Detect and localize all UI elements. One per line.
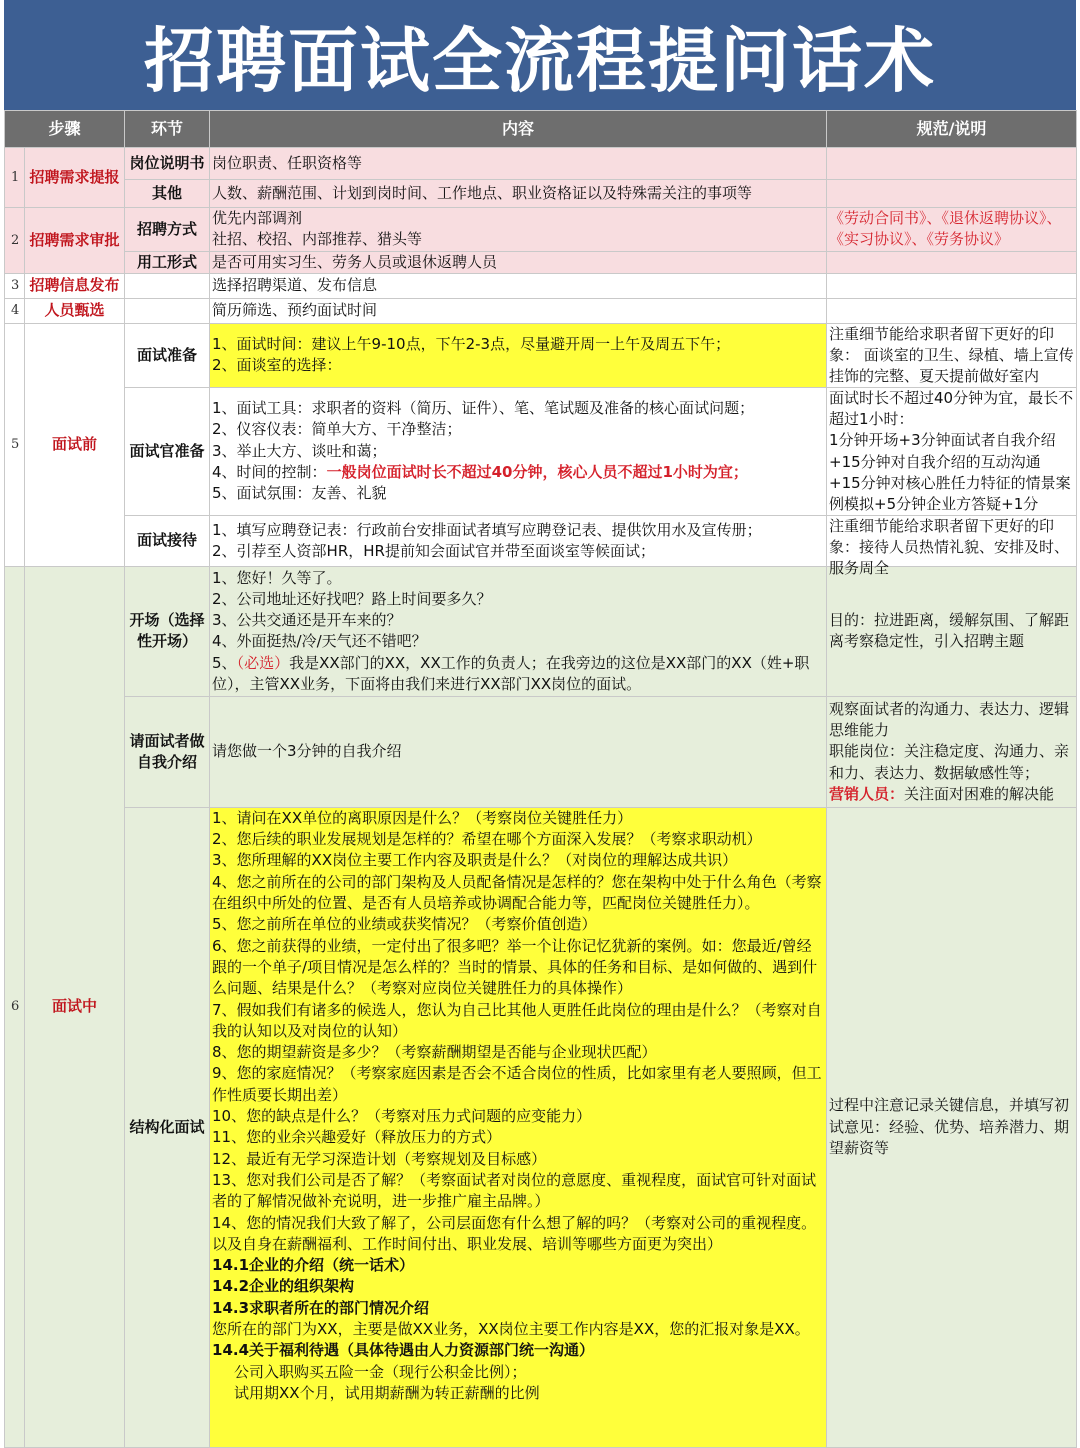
- content-line: 2、引荐至人资部HR，HR提前知会面试官并带至面谈室等候面试；: [212, 541, 655, 560]
- content-cell: [210, 387, 827, 515]
- content-cell: [210, 515, 827, 566]
- note-cell: [827, 180, 1077, 208]
- step-label: 招聘需求审批: [25, 208, 125, 274]
- list-item: 12、最近有无学习深造计划（考察规划及目标感）: [212, 1149, 547, 1168]
- content-line: 3、举止大方、谈吐和蔼；: [212, 441, 387, 460]
- link-label: 请面试者做自我介绍: [125, 696, 210, 807]
- required-tag: （必选）: [236, 653, 290, 672]
- link-label: 用工形式: [125, 251, 210, 273]
- row-number: 4: [5, 298, 25, 323]
- content-cell: [210, 323, 827, 387]
- section-heading: 14.1企业的介绍（统一话术）: [212, 1256, 415, 1275]
- link-label: 岗位说明书: [125, 148, 210, 180]
- link-label: [125, 273, 210, 298]
- list-item: 试用期XX个月，试用期薪酬为转正薪酬的比例: [234, 1383, 540, 1402]
- list-item: 2、您后续的职业发展规划是怎样的？希望在哪个方面深入发展？（考察求职动机）: [212, 830, 762, 849]
- content-cell: [210, 807, 827, 1447]
- table-row: [5, 696, 1077, 807]
- header-row: [5, 111, 1077, 148]
- list-item: 14、您的情况我们大致了解了，公司层面您有什么想了解的吗？（考察对公司的重视程度。以及自身在薪酬福利、工作时间付出、职业发展、培训等哪些方面更为突出）: [212, 1213, 817, 1253]
- row-number: 6: [5, 566, 25, 1447]
- table-row: [5, 208, 1077, 252]
- content-line: [212, 653, 824, 696]
- content-cell: 简历筛选、预约面试时间: [210, 298, 827, 323]
- note-cell: [827, 696, 1077, 807]
- content-cell: 是否可用实习生、劳务人员或退休返聘人员: [210, 251, 827, 273]
- process-table: [4, 110, 1077, 1448]
- header-link: 环节: [125, 111, 210, 148]
- content-cell: 选择招聘渠道、发布信息: [210, 273, 827, 298]
- section-heading: 14.4关于福利待遇（具体待遇由人力资源部门统一沟通）: [212, 1341, 595, 1360]
- table-row: [5, 323, 1077, 387]
- list-item: 5、您之前所在单位的业绩或获奖情况？（考察价值创造）: [212, 915, 597, 934]
- row-number: 3: [5, 273, 25, 298]
- note-cell: 目的：拉进距离，缓解氛围、了解距离考察稳定性，引入招聘主题: [827, 566, 1077, 696]
- list-item: 10、您的缺点是什么？（考察对压力式问题的应变能力）: [212, 1107, 592, 1126]
- content-text: 4、时间的控制：: [212, 463, 327, 482]
- content-cell: 请您做一个3分钟的自我介绍: [210, 696, 827, 807]
- link-label: 其他: [125, 180, 210, 208]
- row-number: 1: [5, 148, 25, 208]
- content-line: 3、公共交通还是开车来的？: [212, 611, 402, 630]
- table-row: [5, 807, 1077, 1447]
- note-line: 观察面试者的沟通力、表达力、逻辑思维能力: [829, 699, 1070, 739]
- content-line: 1、您好！久等了。: [212, 568, 342, 587]
- content-line: 5、面试氛围：友善、礼貌: [212, 484, 387, 503]
- step-label: 面试前: [25, 323, 125, 566]
- list-item: 公司入职购买五险一金（现行公积金比例）；: [234, 1362, 527, 1381]
- step-label: 人员甄选: [25, 298, 125, 323]
- question-list: [212, 808, 824, 1440]
- header-step: 步骤: [5, 111, 125, 148]
- step-label: 面试中: [25, 566, 125, 1447]
- link-label: 结构化面试: [125, 807, 210, 1447]
- note-cell: 过程中注意记录关键信息，并填写初试意见：经验、优势、培养潜力、期望薪资等: [827, 807, 1077, 1447]
- highlight-text: 营销人员：: [829, 784, 905, 803]
- link-label: 面试接待: [125, 515, 210, 566]
- list-item: 11、您的业余兴趣爱好（释放压力的方式）: [212, 1128, 502, 1147]
- content-text: 5、: [212, 653, 237, 672]
- content-line: 优先内部调剂: [212, 209, 303, 227]
- list-item: 13、您对我们公司是否了解？（考察面试者对岗位的意愿度、重视程度，面试官可针对面试者的了解情况做补充说明，进一步推广雇主品牌。）: [212, 1170, 817, 1211]
- content-line: [212, 462, 824, 483]
- note-line: 职能岗位：关注稳定度、沟通力、亲和力、表达力、数据敏感性等；: [829, 742, 1070, 782]
- content-cell: 人数、薪酬范围、计划到岗时间、工作地点、职业资格证以及特殊需关注的事项等: [210, 180, 827, 208]
- list-item: 8、您的期望薪资是多少？（考察薪酬期望是否能与企业现状匹配）: [212, 1043, 657, 1062]
- content-line: 1、填写应聘登记表：行政前台安排面试者填写应聘登记表、提供饮用水及宣传册；: [212, 520, 762, 539]
- link-label: 面试官准备: [125, 387, 210, 515]
- content-text: 我是XX部门的XX，XX工作的负责人；在我旁边的这位是XX部门的XX（姓+职位），主管XX业务，下面将由我们来进行XX部门XX岗位的面试。: [212, 653, 810, 693]
- list-item: 6、您之前获得的业绩，一定付出了很多吧？举一个让你记忆犹新的案例。如：您最近/曾经跟的一个单子/项目情况是怎么样的？当时的情景、具体的任务和目标、是如何做的、遇到什么问题、结果是什么？（考察对应岗位关键胜任力的具体操作）: [212, 936, 818, 998]
- note-cell: [827, 387, 1077, 515]
- row-number: 2: [5, 208, 25, 274]
- header-content: 内容: [210, 111, 827, 148]
- link-label: 面试准备: [125, 323, 210, 387]
- link-label: 招聘方式: [125, 208, 210, 252]
- page-title: 招聘面试全流程提问话术: [144, 19, 936, 102]
- content-line: 4、外面挺热/冷/天气还不错吧？: [212, 632, 427, 651]
- note-text: 注重细节能给求职者留下更好的印象：接待人员热情礼貌、安排及时、服务周全: [829, 516, 1070, 578]
- table-row: [5, 566, 1077, 696]
- note-cell: [827, 298, 1077, 323]
- list-item: 7、假如我们有诸多的候选人，您认为自己比其他人更胜任此岗位的理由是什么？（考察对自我的认知以及对岗位的认知）: [212, 1000, 822, 1040]
- table-row: [5, 298, 1077, 323]
- note-cell: 《劳动合同书》、《退休返聘协议》、《实习协议》、《劳务协议》: [827, 208, 1077, 252]
- list-item: 9、您的家庭情况？（考察家庭因素是否会不适合岗位的性质，比如家里有老人要照顾，但工作性质要长期出差）: [212, 1064, 822, 1104]
- note-cell: [827, 515, 1077, 578]
- link-label: 开场（选择性开场）: [125, 566, 210, 696]
- content-line: 2、仪容仪表：简单大方、干净整洁；: [212, 420, 462, 439]
- content-cell: [210, 566, 827, 696]
- content-cell: 岗位职责、任职资格等: [210, 148, 827, 180]
- list-item: 4、您之前所在的公司的部门架构及人员配备情况是怎样的？您在架构中处于什么角色（考察在组织中所处的位置、是否有人员培养或协调配合能力等，匹配岗位关键胜任力）。: [212, 872, 822, 913]
- table-row: [5, 251, 1077, 273]
- header-note: 规范/说明: [827, 111, 1077, 148]
- note-text: 注重细节能给求职者留下更好的印象： 面谈室的卫生、绿植、墙上宣传挂饰的完整、夏天提前做好室内: [829, 324, 1074, 386]
- content-line: 1、面试工具：求职者的资料（简历、证件）、笔、笔试题及准备的核心面试问题；: [212, 399, 755, 418]
- table-row: [5, 180, 1077, 208]
- content-line: 2、公司地址还好找吧？路上时间要多久？: [212, 589, 492, 608]
- link-label: [125, 298, 210, 323]
- table-row: [5, 515, 1077, 566]
- table-row: [5, 148, 1077, 180]
- step-label: 招聘需求提报: [25, 148, 125, 208]
- table-row: [5, 273, 1077, 298]
- table-row: [5, 387, 1077, 515]
- content-line: 2、面谈室的选择：: [212, 356, 342, 375]
- content-line: 1、面试时间：建议上午9-10点，下午2-3点，尽量避开周一上午及周五下午；: [212, 335, 731, 354]
- note-cell: [827, 148, 1077, 180]
- content-line: 社招、校招、内部推荐、猎头等: [212, 230, 423, 249]
- note-cell: [827, 323, 1077, 387]
- row-number: 5: [5, 323, 25, 566]
- content-cell: [210, 208, 827, 252]
- step-label: 招聘信息发布: [25, 273, 125, 298]
- section-heading: 14.3求职者所在的部门情况介绍: [212, 1298, 430, 1317]
- note-cell: [827, 273, 1077, 298]
- list-item: 3、您所理解的XX岗位主要工作内容及职责是什么？（对岗位的理解达成共识）: [212, 851, 738, 870]
- title-banner: [4, 0, 1076, 110]
- note-cell: [827, 251, 1077, 273]
- note-line: [829, 784, 1074, 805]
- list-item: 您所在的部门为XX，主要是做XX业务，XX岗位主要工作内容是XX，您的汇报对象是XX。: [212, 1320, 810, 1339]
- note-text: 面试时长不超过40分钟为宜，最长不超过1小时： 1分钟开场+3分钟面试者自我介绍 +15分钟对自我介绍的互动沟通 +15分钟对核心胜任力特征的情景案例模拟+5分钟企业方答疑+1分: [829, 388, 1074, 514]
- section-heading: 14.2企业的组织架构: [212, 1277, 355, 1296]
- highlight-text: 一般岗位面试时长不超过40分钟，核心人员不超过1小时为宜；: [326, 463, 748, 482]
- list-item: 1、请问在XX单位的离职原因是什么？（考察岗位关键胜任力）: [212, 808, 633, 827]
- note-text: 关注面对困难的解决能: [904, 784, 1055, 803]
